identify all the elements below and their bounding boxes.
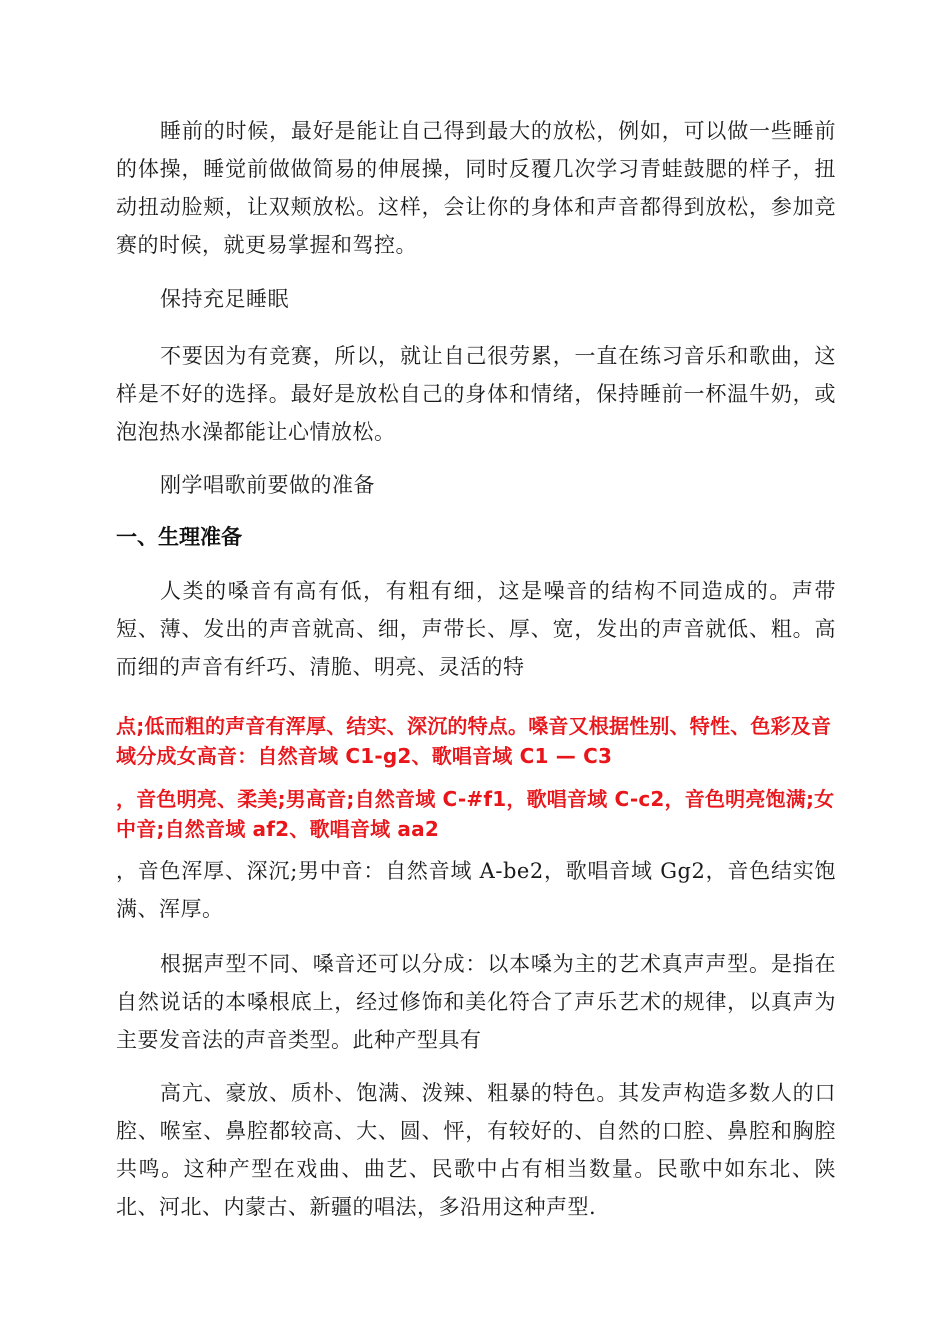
highlighted-voice-ranges-2: ，音色明亮、柔美;男高音;自然音域 C-#f1，歌唱音域 C-c2，音色明亮饱满;女中音;自然音域 af2、歌唱音域 aa2 [116,787,835,841]
section-heading-physiology: 一、生理准备 [116,525,242,549]
paragraph-baritone: ，音色浑厚、深沉;男中音：自然音域 A-be2，歌唱音域 Gg2，音色结实饱满、浑厚。 [116,859,836,921]
paragraph-before-learning: 刚学唱歌前要做的准备 [160,473,375,497]
paragraph-voice-structure: 人类的嗓音有高有低，有粗有细，这是噪音的结构不同造成的。声带短、薄、发出的声音就高、细，声带长、厚、宽，发出的声音就低、粗。高而细的声音有纤巧、清脆、明亮、灵活的特 [116,579,836,679]
highlighted-voice-ranges-1: 点;低而粗的声音有浑厚、结实、深沉的特点。嗓音又根据性别、特性、色彩及音域分成女高音：自然音域 C1-g2、歌唱音域 C1 — C3 [116,714,832,768]
paragraph-sleep-relax: 睡前的时候，最好是能让自己得到最大的放松，例如，可以做一些睡前的体操，睡觉前做做简易的伸展操，同时反覆几次学习青蛙鼓腮的样子，扭动扭动脸颊，让双颊放松。这样，会让你的身体和声音都得到放松，参加竞赛的时候，就更易掌握和驾控。 [116,119,836,257]
paragraph-voice-characteristics: 高亢、豪放、质朴、饱满、泼辣、粗暴的特色。其发声构造多数人的口腔、喉室、鼻腔都较高、大、圆、怦，有较好的、自然的口腔、鼻腔和胸腔共鸣。这种产型在戏曲、曲艺、民歌中占有相当数量。民歌中如东北、陕北、河北、内蒙古、新疆的唱法，多沿用这种声型. [116,1081,836,1219]
paragraph-voice-types: 根据声型不同、嗓音还可以分成：以本嗓为主的艺术真声声型。是指在自然说话的本嗓根底上，经过修饰和美化符合了声乐艺术的规律，以真声为主要发音法的声音类型。此种产型具有 [116,952,836,1052]
paragraph-sleep-enough: 保持充足睡眠 [160,287,289,311]
paragraph-not-tired: 不要因为有竞赛，所以，就让自己很劳累，一直在练习音乐和歌曲，这样是不好的选择。最好是放松自己的身体和情绪，保持睡前一杯温牛奶，或泡泡热水澡都能让心情放松。 [116,344,836,444]
